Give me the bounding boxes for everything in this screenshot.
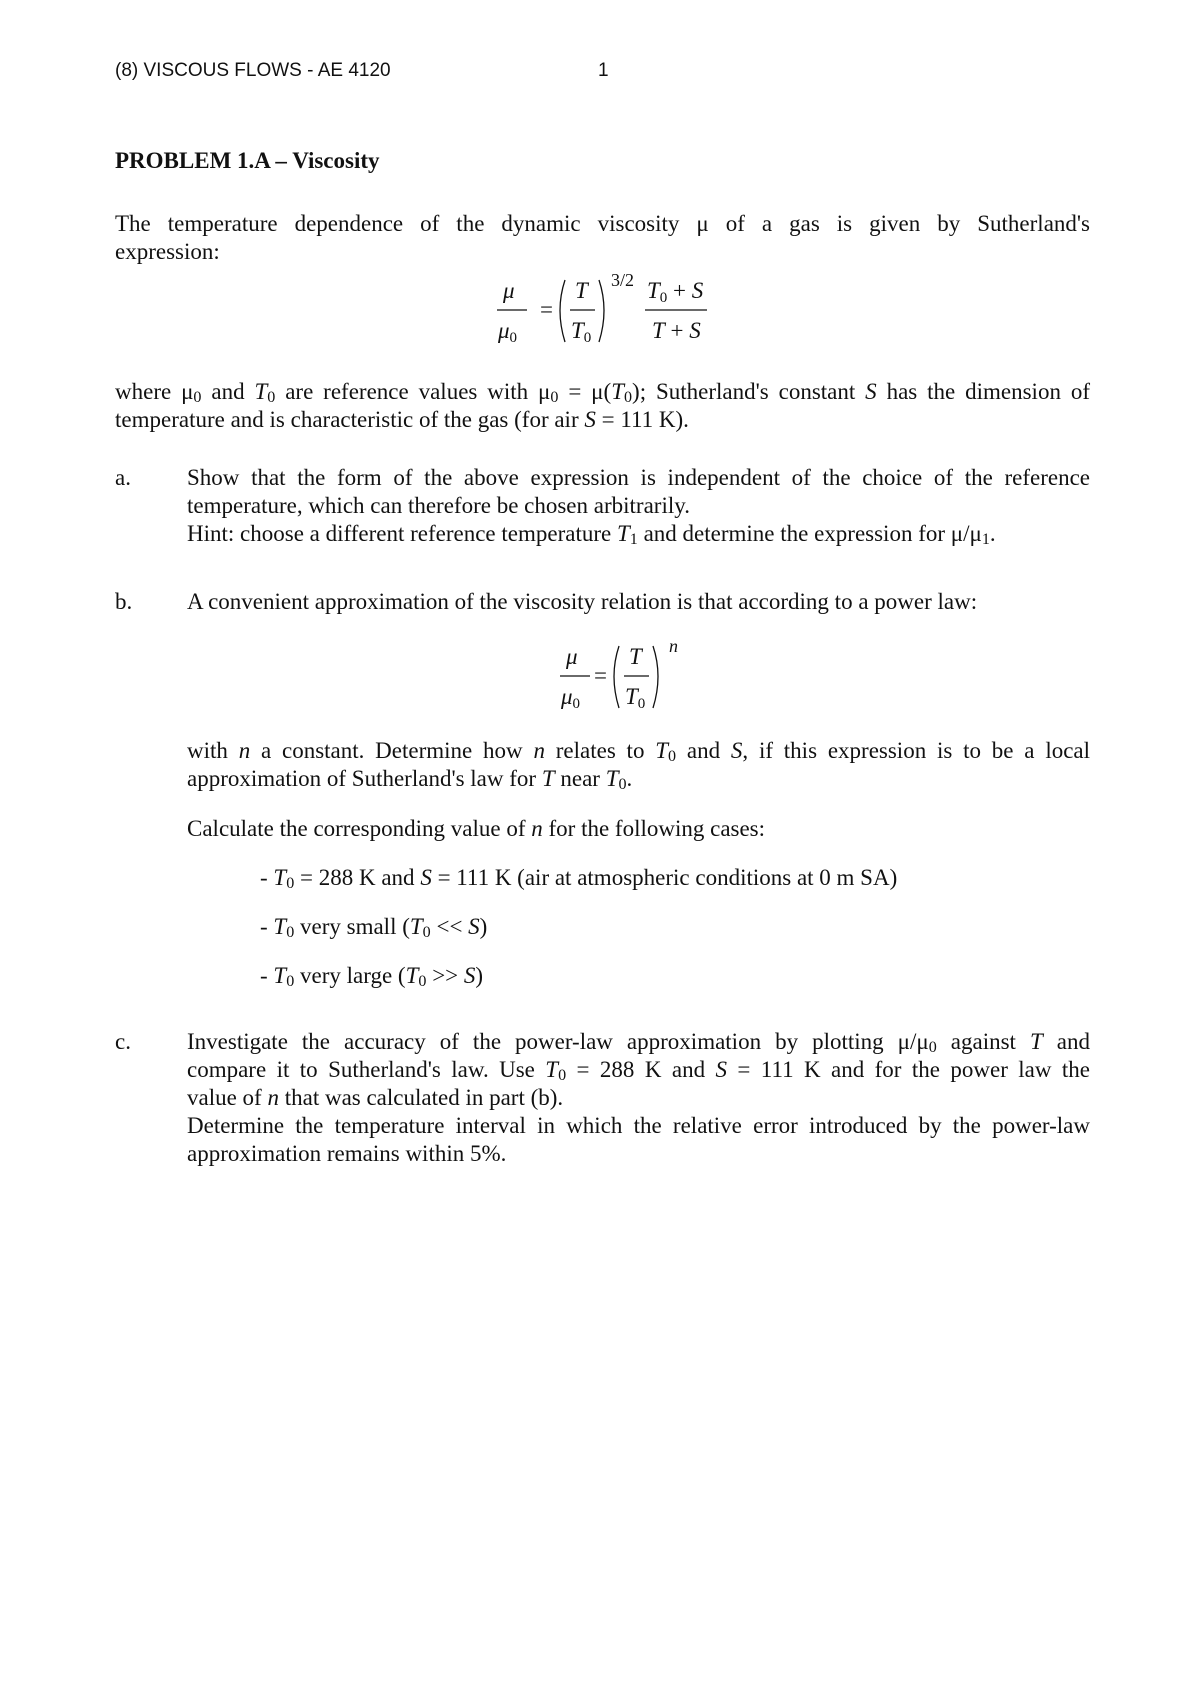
part-c-line-1: Investigate the accuracy of the power-law approximation by plotting $\mu/\mu_0$ against T and [187, 1029, 1090, 1056]
case-1: - $T_0 = 288$ K and S = 111 K (air at atmospheric conditions at 0 m SA) [260, 865, 898, 892]
intro-paragraph [115, 210, 1090, 266]
svg-text:T0: T0 [571, 318, 592, 346]
where-paragraph [115, 378, 1090, 434]
intro-line-1: The temperature dependence of the dynamic viscosity μ of a gas is given by Sutherland's [115, 211, 1090, 236]
part-b-intro [187, 588, 1090, 616]
part-b-label: b. [115, 589, 133, 614]
part-c-line-2: compare it to Sutherland's law. Use $T_0 = 288$ K and S = 111 K and for the power law the [187, 1057, 1090, 1084]
part-a-line-3: Hint: choose a different reference temperature $T_1$ and determine the expression for $\mu/\mu_1$. [187, 521, 996, 548]
part-b-calc [187, 815, 1090, 843]
part-b-text [187, 737, 1090, 793]
part-c-text [187, 1028, 1090, 1168]
svg-text:T0: T0 [625, 684, 646, 712]
part-a-line-2: temperature, which can therefore be chosen arbitrarily. [187, 493, 690, 518]
header-course: (8) VISCOUS FLOWS - AE 4120 [115, 60, 391, 81]
part-b-line-4: Calculate the corresponding value of n for the following cases: [187, 816, 766, 841]
part-b-line-2: with n a constant. Determine how n relates to $T_0$ and S, if this expression is to be a local [187, 738, 1091, 765]
svg-text:T + S: T + S [652, 318, 701, 343]
sutherland-equation [495, 268, 725, 358]
eq1-exponent: 3/2 [611, 270, 635, 290]
problem-title: PROBLEM 1.A – Viscosity [115, 148, 380, 173]
svg-text:μ0: μ0 [498, 318, 518, 346]
svg-text:T0 + S: T0 + S [647, 278, 704, 306]
eq1-mu: μ [503, 278, 515, 303]
header-page-number: 1 [598, 60, 609, 81]
where-line-1: where $\mu_0$ and $T_0$ are reference values with $\mu_0 = \mu(T_0)$; Sutherland's constant S has the dimension of [115, 379, 1090, 406]
case-2: - $T_0$ very small $(T_0 << S)$ [260, 914, 488, 941]
part-c-line-5: approximation remains within 5%. [187, 1141, 507, 1166]
part-c-label: c. [115, 1029, 131, 1054]
part-a-line-1: Show that the form of the above expression is independent of the choice of the reference [187, 465, 1090, 490]
part-a-label: a. [115, 465, 131, 490]
part-a-text [187, 464, 1090, 548]
svg-text:T: T [629, 644, 642, 669]
svg-text:μ: μ [566, 644, 578, 669]
svg-text:T: T [575, 278, 588, 303]
part-c-line-3: value of n that was calculated in part (b). [187, 1085, 564, 1110]
svg-text:μ0: μ0 [561, 684, 581, 712]
power-law-exponent: n [669, 636, 678, 656]
intro-line-2: expression: [115, 239, 220, 264]
power-law-equation [556, 634, 696, 724]
case-3: - $T_0$ very large $(T_0 >> S)$ [260, 963, 484, 990]
eq1-equals: = [540, 297, 553, 322]
where-line-2: temperature and is characteristic of the gas (for air S = 111 K). [115, 407, 689, 432]
svg-text:=: = [594, 663, 607, 688]
part-b-line-3: approximation of Sutherland's law for T near $T_0$. [187, 766, 633, 793]
part-b-line-1: A convenient approximation of the viscosity relation is that according to a power law: [187, 589, 978, 614]
part-c-line-4: Determine the temperature interval in which the relative error introduced by the power-law [187, 1113, 1090, 1138]
